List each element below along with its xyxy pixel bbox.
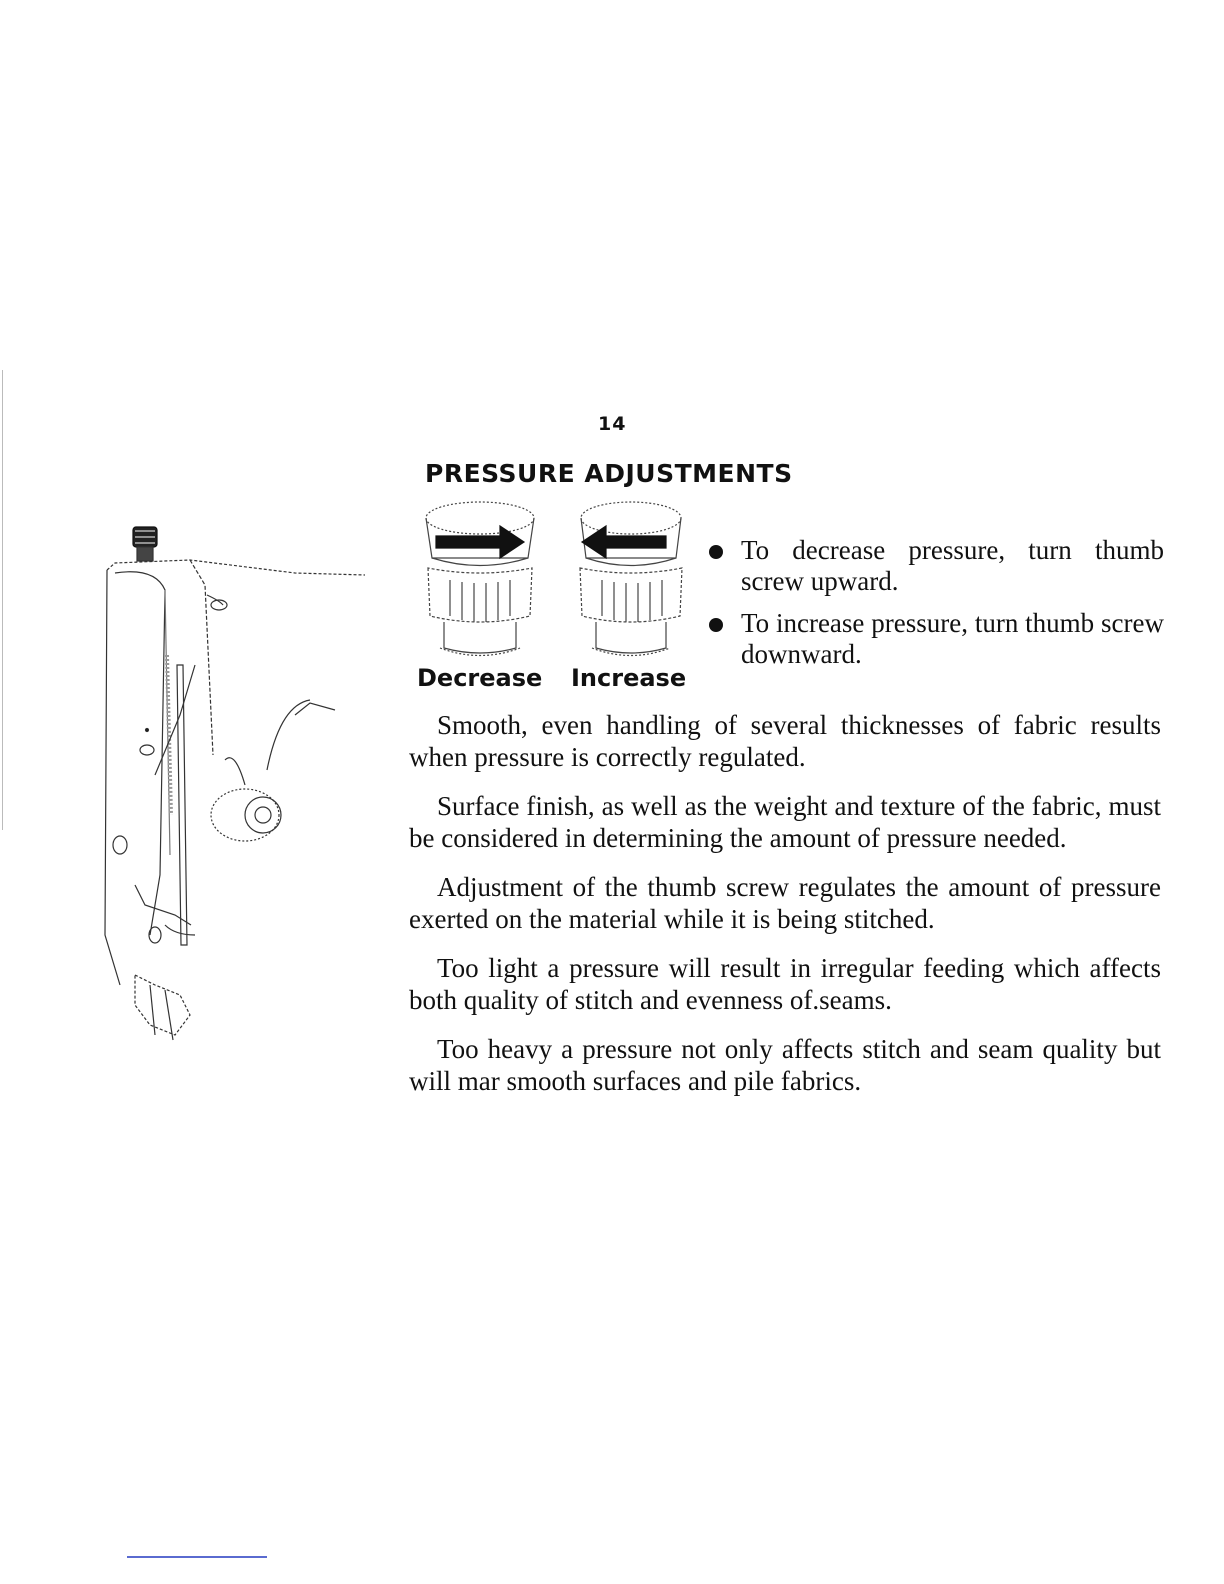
bullet-text: To decrease pressure, turn thumb screw upward. (741, 535, 1164, 596)
arrow-left-icon (582, 526, 666, 558)
bullet-icon (709, 618, 723, 632)
paragraph: Adjustment of the thumb screw regulates the amount of pressure exerted on the material while it is being stitched. (409, 872, 1161, 934)
decrease-knob-illustration (410, 498, 550, 670)
sewing-machine-illustration (95, 515, 395, 1055)
increase-knob-illustration (566, 498, 696, 670)
list-item (708, 535, 1164, 597)
increase-label: Increase (571, 664, 687, 692)
bullet-text: To increase pressure, turn thumb screw downward. (741, 608, 1164, 669)
body-text (409, 710, 1161, 1115)
paragraph: Smooth, even handling of several thicknesses of fabric results when pressure is correctly regulated. (409, 710, 1161, 772)
bottom-rule (127, 1556, 267, 1558)
list-item (708, 608, 1164, 670)
instruction-list (708, 535, 1164, 681)
paragraph: Too heavy a pressure not only affects stitch and seam quality but will mar smooth surfaces and pile fabrics. (409, 1034, 1161, 1096)
bullet-icon (709, 545, 723, 559)
page-title: PRESSURE ADJUSTMENTS (425, 459, 793, 488)
decrease-label: Decrease (417, 664, 543, 692)
paragraph: Surface finish, as well as the weight and texture of the fabric, must be considered in determining the amount of pressure needed. (409, 791, 1161, 853)
page-number: 14 (598, 413, 627, 435)
paragraph: Too light a pressure will result in irregular feeding which affects both quality of stitch and evenness of.seams. (409, 953, 1161, 1015)
scan-edge-mark (2, 370, 3, 830)
